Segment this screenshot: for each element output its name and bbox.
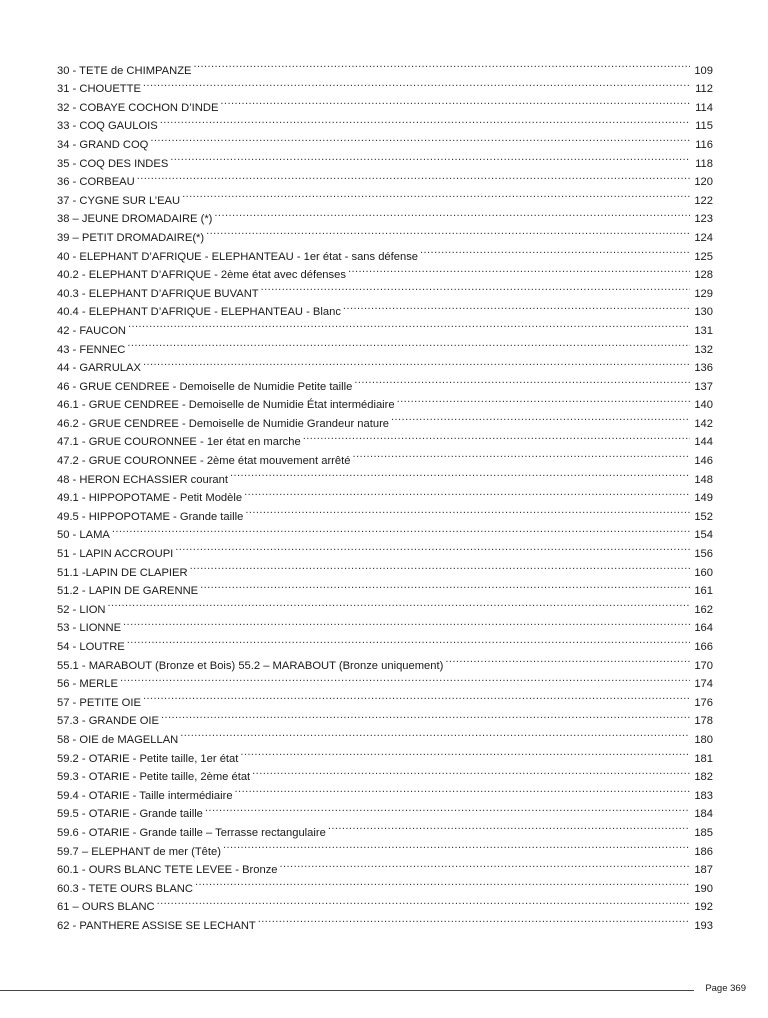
toc-entry-page: 162	[694, 603, 713, 616]
toc-entry[interactable]	[57, 706, 713, 728]
dot-leader	[214, 204, 690, 223]
toc-entry-title: 59.4 - OTARIE - Taille intermédiaire	[57, 789, 233, 802]
toc-entry-page: 193	[694, 919, 713, 932]
toc-entry-page: 115	[695, 120, 713, 133]
dot-leader	[195, 873, 690, 892]
toc-entry-page: 148	[694, 473, 713, 486]
page-number: Page 369	[705, 983, 746, 994]
dot-leader	[397, 390, 690, 409]
toc-entry-title: 62 - PANTHERE ASSISE SE LECHANT	[57, 919, 256, 932]
dot-leader	[206, 222, 690, 241]
toc-entry-page: 192	[694, 901, 713, 914]
toc-entry[interactable]	[57, 167, 713, 189]
toc-entry-page: 186	[694, 845, 713, 858]
toc-entry-page: 156	[694, 548, 713, 561]
toc-entry-page: 181	[694, 752, 713, 765]
dot-leader	[160, 111, 690, 130]
toc-entry-title: 30 - TETE de CHIMPANZE	[57, 64, 192, 77]
toc-entry-page: 166	[694, 641, 713, 653]
toc-entry[interactable]	[57, 129, 713, 151]
toc-entry-title: 44 - GARRULAX	[57, 362, 141, 375]
dot-leader	[445, 650, 690, 669]
toc-entry[interactable]	[57, 687, 713, 709]
dot-leader	[170, 148, 690, 167]
dot-leader	[235, 780, 690, 799]
toc-entry-title: 31 - CHOUETTE	[57, 83, 141, 96]
dot-leader	[120, 669, 690, 688]
toc-entry-page: 120	[694, 176, 713, 189]
table-of-contents	[57, 55, 713, 932]
dot-leader	[123, 613, 690, 632]
dot-leader	[175, 538, 690, 557]
toc-entry-title: 37 - CYGNE SUR L’EAU	[57, 194, 181, 207]
toc-entry[interactable]	[57, 371, 713, 393]
toc-entry[interactable]	[57, 650, 713, 672]
toc-entry-title: 57.3 - GRANDE OIE	[57, 715, 159, 728]
dot-leader	[280, 855, 690, 874]
toc-entry-title: 59.6 - OTARIE - Grande taille – Terrasse rectangulaire	[57, 826, 326, 839]
toc-entry-title: 38 – JEUNE DROMADAIRE (*)	[57, 213, 213, 226]
toc-entry-page: 114	[695, 101, 713, 114]
toc-entry[interactable]	[57, 315, 713, 337]
toc-entry-page: 137	[694, 380, 713, 393]
dot-leader	[161, 706, 690, 725]
toc-entry[interactable]	[57, 520, 713, 542]
toc-entry-title: 47.1 - GRUE COURONNEE - 1er état en marche	[57, 436, 301, 449]
toc-entry-page: 132	[694, 343, 713, 356]
dot-leader	[343, 297, 690, 316]
toc-entry-title: 51.2 - LAPIN DE GARENNE	[57, 585, 199, 598]
toc-entry-page: 142	[694, 417, 713, 430]
toc-entry-title: 59.2 - OTARIE - Petite taille, 1er état	[57, 752, 239, 765]
dot-leader	[127, 334, 690, 353]
dot-leader	[348, 260, 690, 279]
toc-entry-title: 49.1 - HIPPOPOTAME - Petit Modèle	[57, 492, 243, 505]
dot-leader	[143, 687, 690, 706]
dot-leader	[128, 315, 690, 334]
toc-entry-title: 60.1 - OURS BLANC TETE LEVEE - Bronze	[57, 864, 278, 877]
toc-entry-page: 131	[694, 324, 713, 337]
dot-leader	[127, 631, 690, 650]
toc-entry-title: 46.1 - GRUE CENDREE - Demoiselle de Numidie État intermédiaire	[57, 399, 395, 412]
toc-entry-title: 57 - PETITE OIE	[57, 696, 141, 709]
toc-entry-page: 118	[695, 157, 713, 170]
toc-entry-page: 184	[694, 808, 713, 821]
toc-entry-page: 140	[694, 399, 713, 412]
toc-entry-title: 54 - LOUTRE	[57, 641, 125, 653]
toc-entry-title: 55.1 - MARABOUT (Bronze et Bois) 55.2 – MARABOUT (Bronze uniquement)	[57, 659, 444, 672]
dot-leader	[328, 817, 690, 836]
toc-entry-title: 46 - GRUE CENDREE - Demoiselle de Numidie Petite taille	[57, 380, 353, 393]
toc-entry-title: 61 – OURS BLANC	[57, 901, 155, 914]
toc-entry-page: 122	[694, 194, 713, 207]
toc-entry-page: 174	[694, 678, 713, 691]
toc-entry-title: 39 – PETIT DROMADAIRE(*)	[57, 231, 205, 244]
toc-entry-page: 125	[694, 250, 713, 263]
toc-entry-page: 144	[694, 436, 713, 449]
toc-entry-title: 50 - LAMA	[57, 529, 110, 542]
toc-entry-page: 183	[694, 789, 713, 802]
toc-entry-title: 60.3 - TETE OURS BLANC	[57, 882, 193, 895]
toc-entry-title: 32 - COBAYE COCHON D’INDE	[57, 101, 219, 114]
toc-entry-page: 161	[694, 585, 713, 598]
dot-leader	[194, 55, 691, 74]
toc-entry-title: 51.1 -LAPIN DE CLAPIER	[57, 566, 188, 579]
toc-entry[interactable]	[57, 538, 713, 561]
toc-entry-page: 146	[694, 455, 713, 468]
toc-entry[interactable]	[57, 669, 713, 691]
dot-leader	[157, 892, 690, 911]
toc-entry-title: 53 - LIONNE	[57, 622, 122, 635]
dot-leader	[244, 483, 690, 502]
dot-leader	[223, 836, 690, 855]
toc-entry[interactable]	[57, 74, 713, 96]
toc-entry[interactable]	[57, 594, 713, 616]
toc-entry-page: 182	[694, 771, 713, 784]
toc-entry-page: 152	[694, 510, 713, 523]
dot-leader	[190, 557, 690, 576]
toc-entry-title: 59.3 - OTARIE - Petite taille, 2ème état	[57, 771, 251, 784]
toc-entry-title: 58 - OIE de MAGELLAN	[57, 733, 179, 746]
dot-leader	[354, 371, 690, 390]
toc-entry-page: 190	[694, 882, 713, 895]
toc-entry[interactable]	[57, 613, 713, 635]
toc-entry-title: 52 - LION	[57, 603, 106, 616]
toc-entry-title: 56 - MERLE	[57, 678, 118, 691]
toc-entry[interactable]	[57, 631, 713, 653]
toc-entry-title: 59.5 - OTARIE - Grande taille	[57, 808, 203, 821]
toc-entry-title: 35 - COQ DES INDES	[57, 157, 169, 170]
toc-entry[interactable]	[57, 92, 713, 114]
dot-leader	[240, 743, 690, 762]
dot-leader	[391, 408, 690, 427]
dot-leader	[143, 353, 690, 372]
toc-entry-title: 42 - FAUCON	[57, 324, 127, 337]
toc-entry-page: 178	[694, 715, 713, 728]
toc-entry[interactable]	[57, 148, 713, 170]
toc-entry-page: 170	[694, 659, 713, 672]
toc-entry-page: 185	[694, 826, 713, 839]
dot-leader	[150, 129, 690, 148]
toc-entry-title: 46.2 - GRUE CENDREE - Demoiselle de Numidie Grandeur nature	[57, 417, 390, 430]
toc-entry[interactable]	[57, 55, 713, 77]
dot-leader	[261, 278, 690, 297]
toc-entry-title: 51 - LAPIN ACCROUPI	[57, 548, 174, 561]
dot-leader	[205, 799, 690, 818]
toc-entry-page: 130	[694, 306, 713, 319]
toc-entry-page: 116	[695, 138, 713, 151]
toc-entry-page: 149	[694, 492, 713, 505]
toc-entry-page: 154	[694, 529, 713, 542]
toc-entry-page: 160	[694, 566, 713, 579]
dot-leader	[420, 241, 690, 260]
toc-entry-title: 40.3 - ELEPHANT D’AFRIQUE BUVANT	[57, 287, 259, 300]
dot-leader	[230, 464, 690, 483]
dot-leader	[200, 576, 690, 595]
dot-leader	[112, 520, 690, 539]
toc-entry-title: 49.5 - HIPPOPOTAME - Grande taille	[57, 510, 244, 523]
toc-entry-title: 40 - ELEPHANT D’AFRIQUE - ELEPHANTEAU - 1er état - sans défense	[57, 250, 419, 263]
dot-leader	[352, 445, 690, 464]
toc-entry-title: 59.7 – ELEPHANT de mer (Tête)	[57, 845, 221, 858]
dot-leader	[245, 501, 690, 520]
toc-entry-page: 187	[694, 864, 713, 877]
toc-entry-page: 180	[694, 733, 713, 746]
toc-entry-title: 47.2 - GRUE COURONNEE - 2ème état mouvement arrêté	[57, 455, 351, 468]
toc-entry-title: 43 - FENNEC	[57, 343, 126, 356]
toc-entry-title: 36 - CORBEAU	[57, 176, 135, 189]
toc-entry-page: 109	[694, 64, 713, 77]
toc-entry-page: 123	[694, 213, 713, 226]
toc-entry[interactable]	[57, 353, 713, 375]
dot-leader	[137, 167, 690, 186]
toc-entry-page: 128	[694, 269, 713, 282]
toc-entry-page: 112	[695, 83, 713, 96]
dot-leader	[108, 594, 691, 613]
toc-entry-page: 136	[694, 362, 713, 375]
dot-leader	[220, 92, 690, 111]
dot-leader	[252, 762, 690, 781]
dot-leader	[143, 74, 690, 93]
toc-entry-title: 40.4 - ELEPHANT D’AFRIQUE - ELEPHANTEAU - Blanc	[57, 306, 341, 319]
footer-divider	[0, 990, 694, 991]
dot-leader	[303, 427, 690, 446]
toc-entry-page: 164	[694, 622, 713, 635]
toc-entry-page: 129	[694, 287, 713, 300]
toc-entry-title: 33 - COQ GAULOIS	[57, 120, 158, 133]
toc-entry[interactable]	[57, 185, 713, 207]
dot-leader	[180, 724, 690, 743]
toc-entry[interactable]	[57, 334, 713, 356]
toc-entry-title: 40.2 - ELEPHANT D’AFRIQUE - 2ème état avec défenses	[57, 269, 346, 282]
toc-entry-title: 34 - GRAND COQ	[57, 138, 149, 151]
dot-leader	[182, 185, 690, 204]
toc-entry-page: 124	[694, 231, 713, 244]
toc-entry-page: 176	[694, 696, 713, 709]
dot-leader	[258, 910, 690, 929]
toc-entry-title: 48 - HERON ECHASSIER courant	[57, 473, 228, 486]
